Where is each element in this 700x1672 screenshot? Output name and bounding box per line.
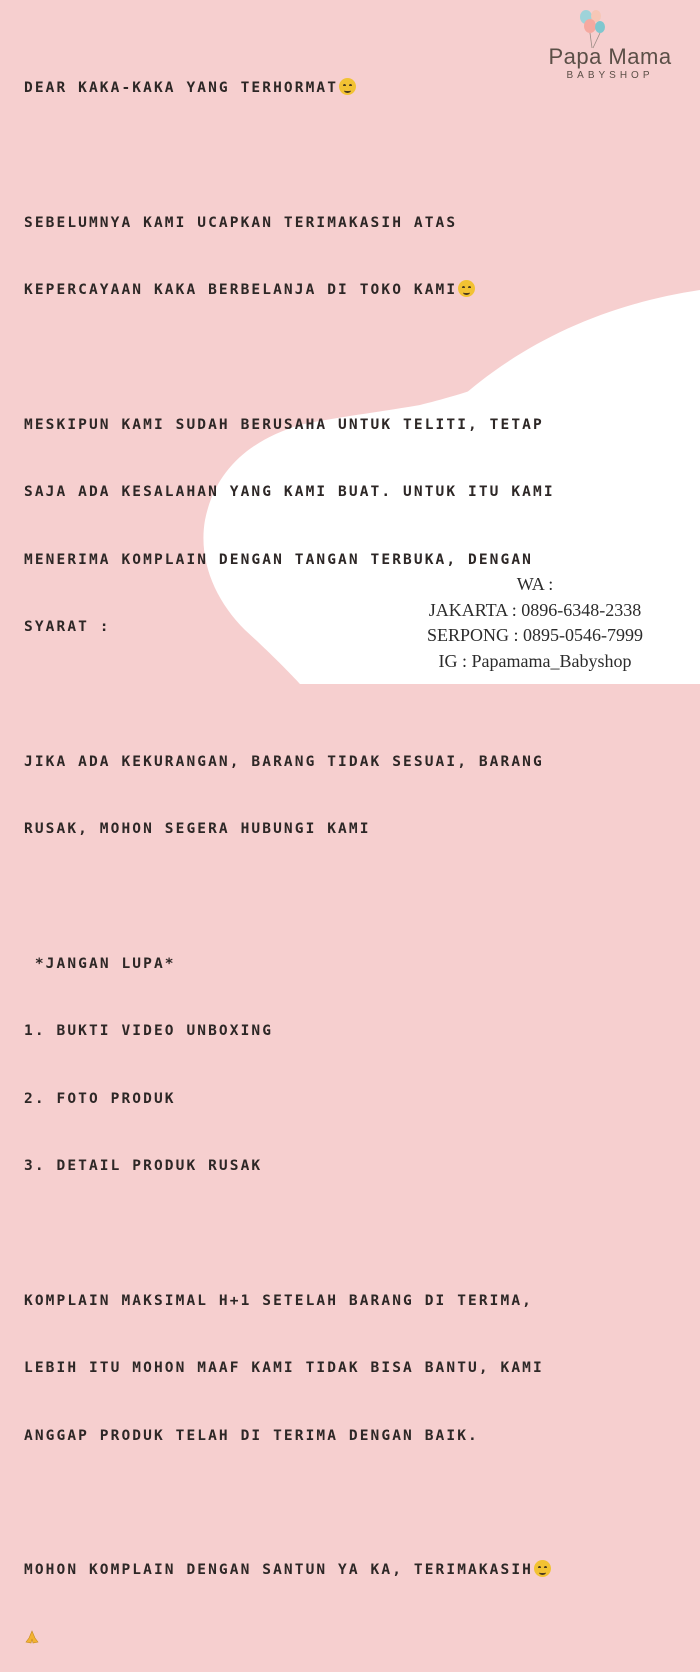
smile-emoji-icon xyxy=(339,78,356,95)
smile-emoji-icon xyxy=(458,280,475,297)
thanks-line-2 xyxy=(24,279,664,302)
jakarta-phone: JAKARTA : 0896-6348-2338 xyxy=(428,599,642,620)
thanks-line-2-text: KEPERCAYAAN KAKA BERBELANJA DI TOKO KAMI xyxy=(24,282,458,298)
smile-emoji-icon xyxy=(534,1560,551,1577)
list-item: 3. DETAIL PRODUK RUSAK xyxy=(24,1158,263,1174)
list-item: 1. BUKTI VIDEO UNBOXING xyxy=(24,1023,274,1039)
list-item: 2. FOTO PRODUK xyxy=(24,1090,176,1107)
condition-line-1: JIKA ADA KEKURANGAN, BARANG TIDAK SESUAI, BARANG xyxy=(24,753,544,770)
condition-line-2: RUSAK, MOHON SEGERA HUBUNGI KAMI xyxy=(24,821,371,837)
prayer-line xyxy=(24,1627,664,1650)
instagram-handle: IG : Papamama_Babyshop xyxy=(438,650,632,671)
wa-label: WA : xyxy=(516,574,554,594)
serpong-phone: SERPONG : 0895-0546-7999 xyxy=(426,625,643,645)
deadline-line-3: ANGGAP PRODUK TELAH DI TERIMA DENGAN BAIK. xyxy=(24,1427,479,1444)
greeting-line xyxy=(24,77,664,100)
closing-line xyxy=(24,1559,664,1582)
disclaimer-line-3: MENERIMA KOMPLAIN DENGAN TANGAN TERBUKA, DENGAN xyxy=(24,551,533,568)
deadline-line-1: KOMPLAIN MAKSIMAL H+1 SETELAH BARANG DI TERIMA, xyxy=(24,1292,533,1309)
contact-info xyxy=(400,572,670,674)
complaint-policy-message xyxy=(24,32,664,1672)
disclaimer-line-4: SYARAT : xyxy=(24,619,111,635)
thanks-line-1: SEBELUMNYA KAMI UCAPKAN TERIMAKASIH ATAS xyxy=(24,214,458,231)
disclaimer-line-2: SAJA ADA KESALAHAN YANG KAMI BUAT. UNTUK ITU KAMI xyxy=(24,484,555,500)
reminder-heading: *JANGAN LUPA* xyxy=(24,955,176,972)
deadline-line-2: LEBIH ITU MOHON MAAF KAMI TIDAK BISA BANTU, KAMI xyxy=(24,1360,544,1376)
closing-text: MOHON KOMPLAIN DENGAN SANTUN YA KA, TERIMAKASIH xyxy=(24,1562,533,1578)
disclaimer-line-1: MESKIPUN KAMI SUDAH BERUSAHA UNTUK TELITI, TETAP xyxy=(24,416,544,433)
greeting-text: DEAR KAKA-KAKA YANG TERHORMAT xyxy=(24,80,339,96)
folded-hands-emoji-icon xyxy=(24,1630,40,1644)
logo-subtitle: BABYSHOP xyxy=(566,70,654,81)
logo-brand-name: Papa Mama xyxy=(548,44,672,69)
